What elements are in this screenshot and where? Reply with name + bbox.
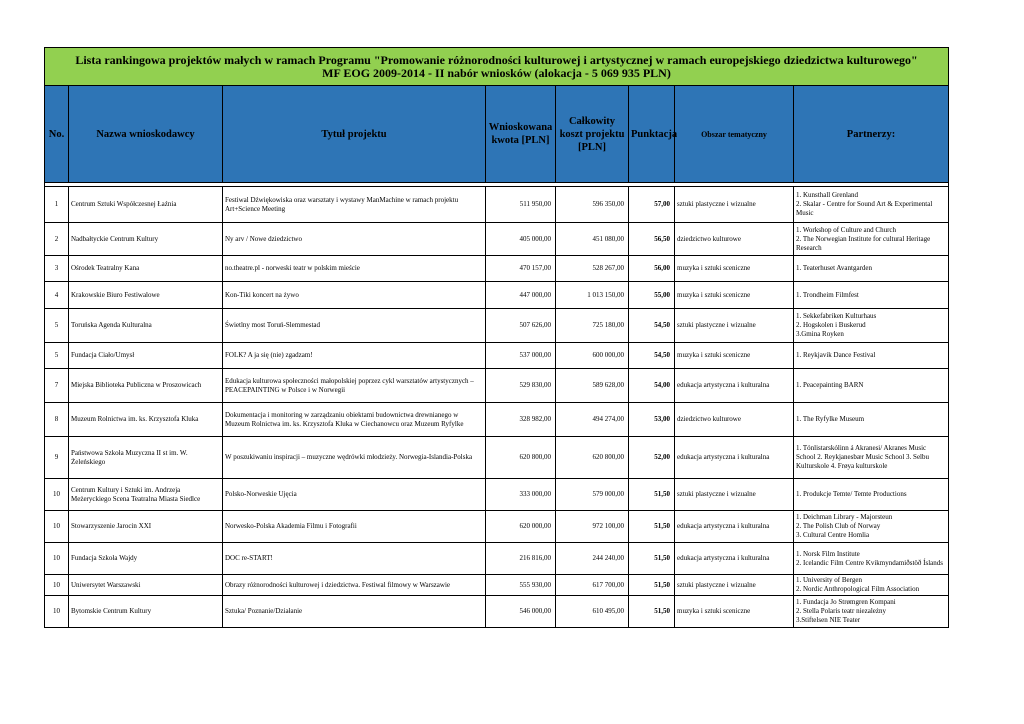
thematic-area: edukacja artystyczna i kulturalna: [675, 369, 794, 403]
total-cost: 494 274,00: [556, 403, 629, 437]
project-title: no.theatre.pl - norweski teatr w polskim mieście: [223, 256, 486, 282]
requested-amount: 620 800,00: [486, 437, 556, 479]
thematic-area: muzyka i sztuki sceniczne: [675, 596, 794, 628]
points: 52,00: [629, 437, 675, 479]
row-number: 10: [45, 479, 69, 511]
table-row: [45, 223, 949, 256]
partner-item: 1. Deichman Library - Majorsteun: [796, 513, 893, 521]
applicant-name: Centrum Kultury i Sztuki im. Andrzeja Meżeryckiego Scena Teatralna Miasta Siedlce: [69, 479, 223, 511]
requested-amount: 507 626,00: [486, 309, 556, 343]
partner-item: 2. Skalar - Centre for Sound Art & Experimental Music: [796, 200, 933, 217]
partners: [794, 575, 949, 596]
requested-amount: 470 157,00: [486, 256, 556, 282]
applicant-name: Państwowa Szkoła Muzyczna II st im. W. Żeleńskiego: [69, 437, 223, 479]
row-number: 7: [45, 369, 69, 403]
partners: [794, 309, 949, 343]
partner-item: 1. Tónlistarskólinn á Akranesi/ Akranes Music School 2. Reykjanesbær Music School 3. Selbu Kulturskole 4. Frøya kulturskole: [796, 444, 929, 470]
header-points: Punktacja: [629, 86, 675, 183]
table-row: [45, 309, 949, 343]
total-cost: 600 000,00: [556, 343, 629, 369]
thematic-area: edukacja artystyczna i kulturalna: [675, 543, 794, 575]
applicant-name: Stowarzyszenie Jarocin XXI: [69, 511, 223, 543]
partner-item: 1. Kunsthall Grenland: [796, 191, 859, 199]
thematic-area: sztuki plastyczne i wizualne: [675, 309, 794, 343]
requested-amount: 405 000,00: [486, 223, 556, 256]
row-number: 4: [45, 282, 69, 309]
points: 55,00: [629, 282, 675, 309]
project-title: Kon-Tiki koncert na żywo: [223, 282, 486, 309]
table-row: [45, 511, 949, 543]
project-title: Festiwal Dźwiękowiska oraz warsztaty i wystawy ManMachine w ramach projektu Art+Science Meeting: [223, 187, 486, 223]
thematic-area: muzyka i sztuki sceniczne: [675, 256, 794, 282]
total-cost: 528 267,00: [556, 256, 629, 282]
partner-item: 2. Nordic Anthropological Film Association: [796, 585, 920, 593]
thematic-area: sztuki plastyczne i wizualne: [675, 575, 794, 596]
points: 51,50: [629, 543, 675, 575]
total-cost: 972 100,00: [556, 511, 629, 543]
partner-item: 1. Sekkefabriken Kulturhaus: [796, 312, 877, 320]
table-row: [45, 343, 949, 369]
points: 51,50: [629, 575, 675, 596]
header-total: Całkowity koszt projektu [PLN]: [556, 86, 629, 183]
applicant-name: Uniwersytet Warszawski: [69, 575, 223, 596]
thematic-area: edukacja artystyczna i kulturalna: [675, 437, 794, 479]
points: 51,50: [629, 596, 675, 628]
project-title: FOLK? A ja się (nie) zgadzam!: [223, 343, 486, 369]
header-requested: Wnioskowana kwota [PLN]: [486, 86, 556, 183]
points: 56,50: [629, 223, 675, 256]
table-row: [45, 282, 949, 309]
partner-item: 1. University of Bergen: [796, 576, 862, 584]
project-title: Obrazy różnorodności kulturowej i dziedzictwa. Festiwal filmowy w Warszawie: [223, 575, 486, 596]
partners: [794, 403, 949, 437]
total-cost: 451 080,00: [556, 223, 629, 256]
total-cost: 725 180,00: [556, 309, 629, 343]
partner-item: 2. Stella Polaris teatr niezależny: [796, 607, 886, 615]
row-number: 8: [45, 403, 69, 437]
partner-item: 3.Stiftelsen NIE Teater: [796, 616, 861, 624]
points: 51,50: [629, 511, 675, 543]
total-cost: 617 700,00: [556, 575, 629, 596]
partners: [794, 343, 949, 369]
requested-amount: 529 830,00: [486, 369, 556, 403]
row-number: 1: [45, 187, 69, 223]
partner-item: 1. Fundacja Jo Strømgren Kompani: [796, 598, 896, 606]
partners: [794, 543, 949, 575]
applicant-name: Bytomskie Centrum Kultury: [69, 596, 223, 628]
project-title: W poszukiwaniu inspiracji – muzyczne wędrówki młodzieży. Norwegia-Islandia-Polska: [223, 437, 486, 479]
partner-item: 1. Trondheim Filmfest: [796, 290, 859, 299]
partner-item: 1. The Ryfylke Museum: [796, 415, 865, 423]
total-cost: 1 013 150,00: [556, 282, 629, 309]
applicant-name: Ośrodek Teatralny Kana: [69, 256, 223, 282]
partner-item: 1. Teaterhuset Avantgarden: [796, 264, 873, 272]
applicant-name: Muzeum Rolnictwa im. ks. Krzysztofa Kluka: [69, 403, 223, 437]
partner-item: 1. Workshop of Culture and Church: [796, 225, 897, 234]
requested-amount: 537 000,00: [486, 343, 556, 369]
row-number: 10: [45, 511, 69, 543]
header-applicant: Nazwa wnioskodawcy: [69, 86, 223, 183]
partner-item: 2. Hogskolen i Buskerud: [796, 321, 866, 329]
table-row: [45, 256, 949, 282]
row-number: 10: [45, 596, 69, 628]
project-title: Polsko-Norweskie Ujęcia: [223, 479, 486, 511]
partners: [794, 369, 949, 403]
total-cost: 620 800,00: [556, 437, 629, 479]
applicant-name: Fundacja Szkoła Wajdy: [69, 543, 223, 575]
project-title: Świetlny most Toruń-Slemmestad: [223, 309, 486, 343]
requested-amount: 333 000,00: [486, 479, 556, 511]
title-line-2: MF EOG 2009-2014 - II nabór wniosków (alokacja - 5 069 935 PLN): [322, 65, 671, 80]
project-title: Norwesko-Polska Akademia Filmu i Fotografii: [223, 511, 486, 543]
partner-item: 3. Cultural Centre Homlia: [796, 531, 870, 539]
table-row: [45, 187, 949, 223]
header-partners: Partnerzy:: [794, 86, 949, 183]
ranking-sheet: [44, 47, 948, 628]
requested-amount: 555 930,00: [486, 575, 556, 596]
table-row: [45, 403, 949, 437]
table-body: [45, 187, 949, 628]
points: 54,00: [629, 369, 675, 403]
partner-item: 1. Norsk Film Institute: [796, 549, 860, 558]
table-row: [45, 437, 949, 479]
header-area: Obszar tematyczny: [675, 86, 794, 183]
total-cost: 244 240,00: [556, 543, 629, 575]
partners: [794, 596, 949, 628]
total-cost: 579 000,00: [556, 479, 629, 511]
project-title: Dokumentacja i monitoring w zarządzaniu obiektami budownictwa drewnianego w Muzeum Rolnictwa im. ks. Krzysztofa Kluka w Ciechanowcu oraz Muzeum Ryfylke: [223, 403, 486, 437]
ranking-table: [44, 47, 949, 628]
applicant-name: Krakowskie Biuro Festiwalowe: [69, 282, 223, 309]
partners: [794, 282, 949, 309]
table-title: [45, 48, 949, 86]
project-title: Ny arv / Nowe dziedzictwo: [223, 223, 486, 256]
header-no: No.: [45, 86, 69, 183]
partner-item: 2. Icelandic Film Centre Kvikmyndamiðstöð Íslands: [796, 558, 943, 567]
thematic-area: dziedzictwo kulturowe: [675, 403, 794, 437]
table-row: [45, 575, 949, 596]
partner-item: 2. The Norwegian Institute for cultural Heritage Research: [796, 234, 931, 252]
points: 57,00: [629, 187, 675, 223]
row-number: 10: [45, 575, 69, 596]
header-project: Tytuł projektu: [223, 86, 486, 183]
applicant-name: Nadbałtyckie Centrum Kultury: [69, 223, 223, 256]
partner-item: 1. Produkcje Temte/ Temte Productions: [796, 490, 907, 498]
row-number: 5: [45, 343, 69, 369]
points: 51,50: [629, 479, 675, 511]
points: 54,50: [629, 343, 675, 369]
thematic-area: muzyka i sztuki sceniczne: [675, 282, 794, 309]
partners: [794, 437, 949, 479]
points: 56,00: [629, 256, 675, 282]
partners: [794, 511, 949, 543]
total-cost: 596 350,00: [556, 187, 629, 223]
requested-amount: 620 000,00: [486, 511, 556, 543]
applicant-name: Centrum Sztuki Współczesnej Łaźnia: [69, 187, 223, 223]
thematic-area: sztuki plastyczne i wizualne: [675, 479, 794, 511]
project-title: DOC re-START!: [223, 543, 486, 575]
total-cost: 610 495,00: [556, 596, 629, 628]
row-number: 5: [45, 309, 69, 343]
project-title: Sztuka/ Poznanie/Działanie: [223, 596, 486, 628]
partner-item: 1. Reykjavik Dance Festival: [796, 351, 876, 359]
partner-item: 1. Peacepainting BARN: [796, 381, 864, 389]
applicant-name: Toruńska Agenda Kulturalna: [69, 309, 223, 343]
table-row: [45, 369, 949, 403]
partners: [794, 223, 949, 256]
project-title: Edukacja kulturowa społeczności małopolskiej poprzez cykl warsztatów artystycznych – PEACEPAINTING w Polsce i w Norwegii: [223, 369, 486, 403]
row-number: 9: [45, 437, 69, 479]
row-number: 2: [45, 223, 69, 256]
table-row: [45, 596, 949, 628]
thematic-area: edukacja artystyczna i kulturalna: [675, 511, 794, 543]
row-number: 3: [45, 256, 69, 282]
points: 54,50: [629, 309, 675, 343]
title-line-1: Lista rankingowa projektów małych w ramach Programu "Promowanie różnorodności kulturowej i artystycznej w ramach europejskiego dziedzictwa kulturowego": [75, 52, 918, 67]
table-row: [45, 543, 949, 575]
requested-amount: 447 000,00: [486, 282, 556, 309]
row-number: 10: [45, 543, 69, 575]
partner-item: 2. The Polish Club of Norway: [796, 522, 881, 530]
partner-item: 3.Gmina Royken: [796, 330, 844, 338]
thematic-area: dziedzictwo kulturowe: [675, 223, 794, 256]
header-row: [45, 86, 949, 183]
requested-amount: 216 816,00: [486, 543, 556, 575]
applicant-name: Fundacja Ciało/Umysł: [69, 343, 223, 369]
thematic-area: sztuki plastyczne i wizualne: [675, 187, 794, 223]
requested-amount: 511 950,00: [486, 187, 556, 223]
partners: [794, 187, 949, 223]
partners: [794, 479, 949, 511]
requested-amount: 328 982,00: [486, 403, 556, 437]
applicant-name: Miejska Biblioteka Publiczna w Proszowicach: [69, 369, 223, 403]
requested-amount: 546 000,00: [486, 596, 556, 628]
points: 53,00: [629, 403, 675, 437]
total-cost: 589 628,00: [556, 369, 629, 403]
table-row: [45, 479, 949, 511]
thematic-area: muzyka i sztuki sceniczne: [675, 343, 794, 369]
partners: [794, 256, 949, 282]
